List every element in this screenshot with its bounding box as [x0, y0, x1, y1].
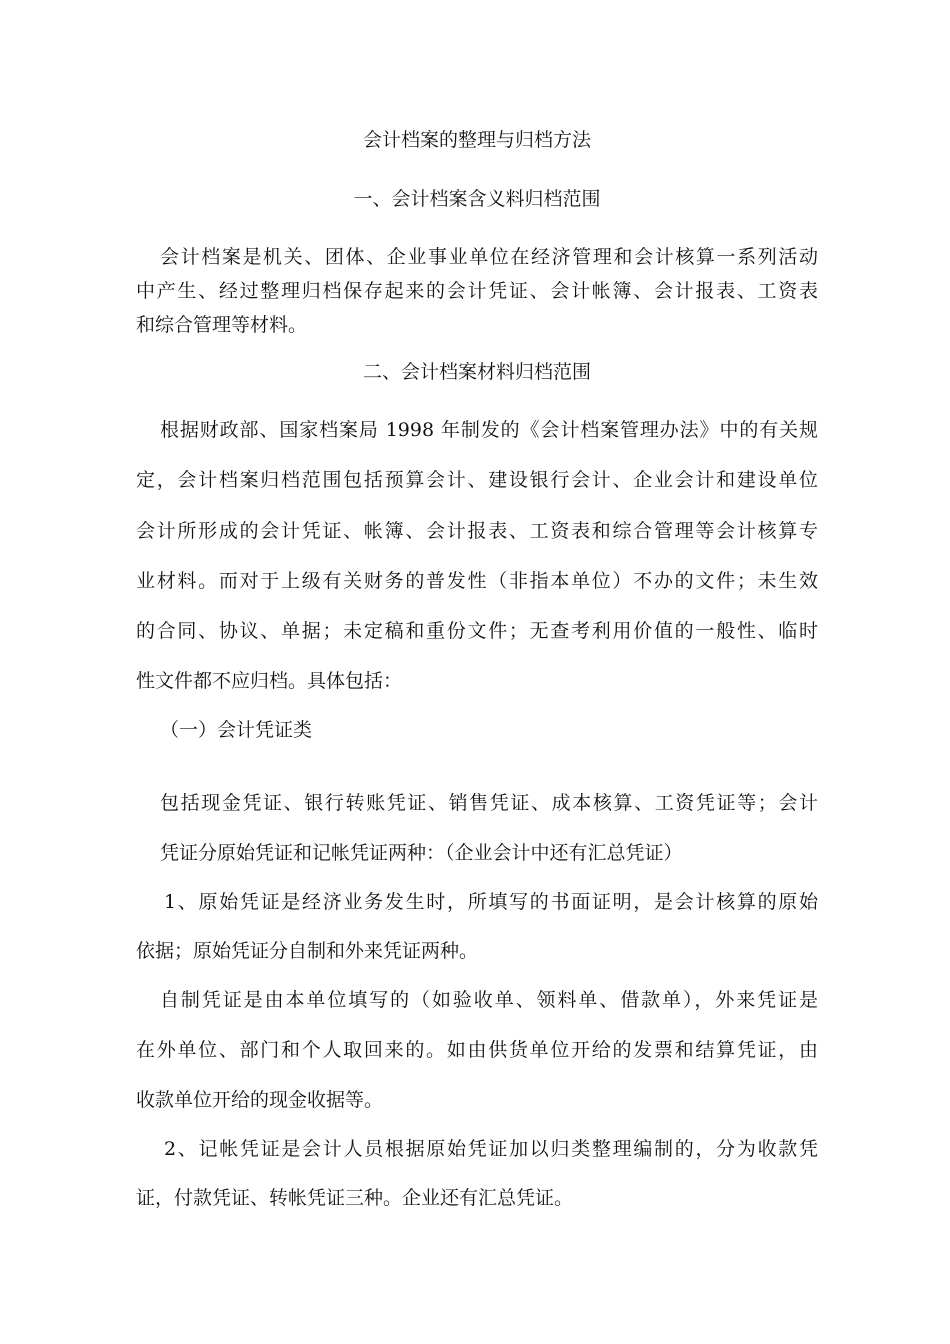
section2-line: 定，会计档案归档范围包括预算会计、建设银行会计、企业会计和建设单位: [136, 469, 818, 491]
section2-heading: 二、会计档案材料归档范围: [362, 361, 591, 383]
subsection1-heading: （一）会计凭证类: [160, 719, 313, 741]
item1-detail-line: 自制凭证是由本单位填写的（如验收单、领料单、借款单），外来凭证是: [160, 989, 818, 1011]
section2-line: 会计所形成的会计凭证、帐簿、会计报表、工资表和综合管理等会计核算专: [136, 520, 818, 542]
item1-line: 依据；原始凭证分自制和外来凭证两种。: [136, 940, 479, 962]
section1-line: 中产生、经过整理归档保存起来的会计凭证、会计帐簿、会计报表、工资表: [136, 280, 818, 302]
item1-detail-line: 在外单位、部门和个人取回来的。如由供货单位开给的发票和结算凭证，由: [136, 1039, 818, 1061]
subsection1-intro-line: 包括现金凭证、银行转账凭证、销售凭证、成本核算、工资凭证等；会计: [160, 792, 818, 814]
subsection1-intro-line: 凭证分原始凭证和记帐凭证两种：（企业会计中还有汇总凭证）: [160, 842, 683, 864]
section1-heading: 一、会计档案含义料归档范围: [353, 188, 601, 210]
section2-line: 业材料。而对于上级有关财务的普发性（非指本单位）不办的文件；未生效: [136, 570, 818, 592]
section1-line: 和综合管理等材料。: [136, 314, 308, 336]
item1-line: 1、原始凭证是经济业务发生时，所填写的书面证明，是会计核算的原始: [164, 891, 818, 913]
section2-line: 根据财政部、国家档案局 1998 年制发的《会计档案管理办法》中的有关规: [160, 419, 818, 441]
item2-line: 2、记帐凭证是会计人员根据原始凭证加以归类整理编制的，分为收款凭: [164, 1138, 818, 1160]
section2-line: 性文件都不应归档。具体包括：: [136, 670, 403, 692]
document-title: 会计档案的整理与归档方法: [362, 129, 591, 151]
item2-line: 证，付款凭证、转帐凭证三种。企业还有汇总凭证。: [136, 1187, 574, 1209]
section2-line: 的合同、协议、单据；未定稿和重份文件；无查考利用价值的一般性、临时: [136, 620, 818, 642]
item1-detail-line: 收款单位开给的现金收据等。: [136, 1089, 384, 1111]
section1-line: 会计档案是机关、团体、企业事业单位在经济管理和会计核算一系列活动: [160, 246, 818, 268]
